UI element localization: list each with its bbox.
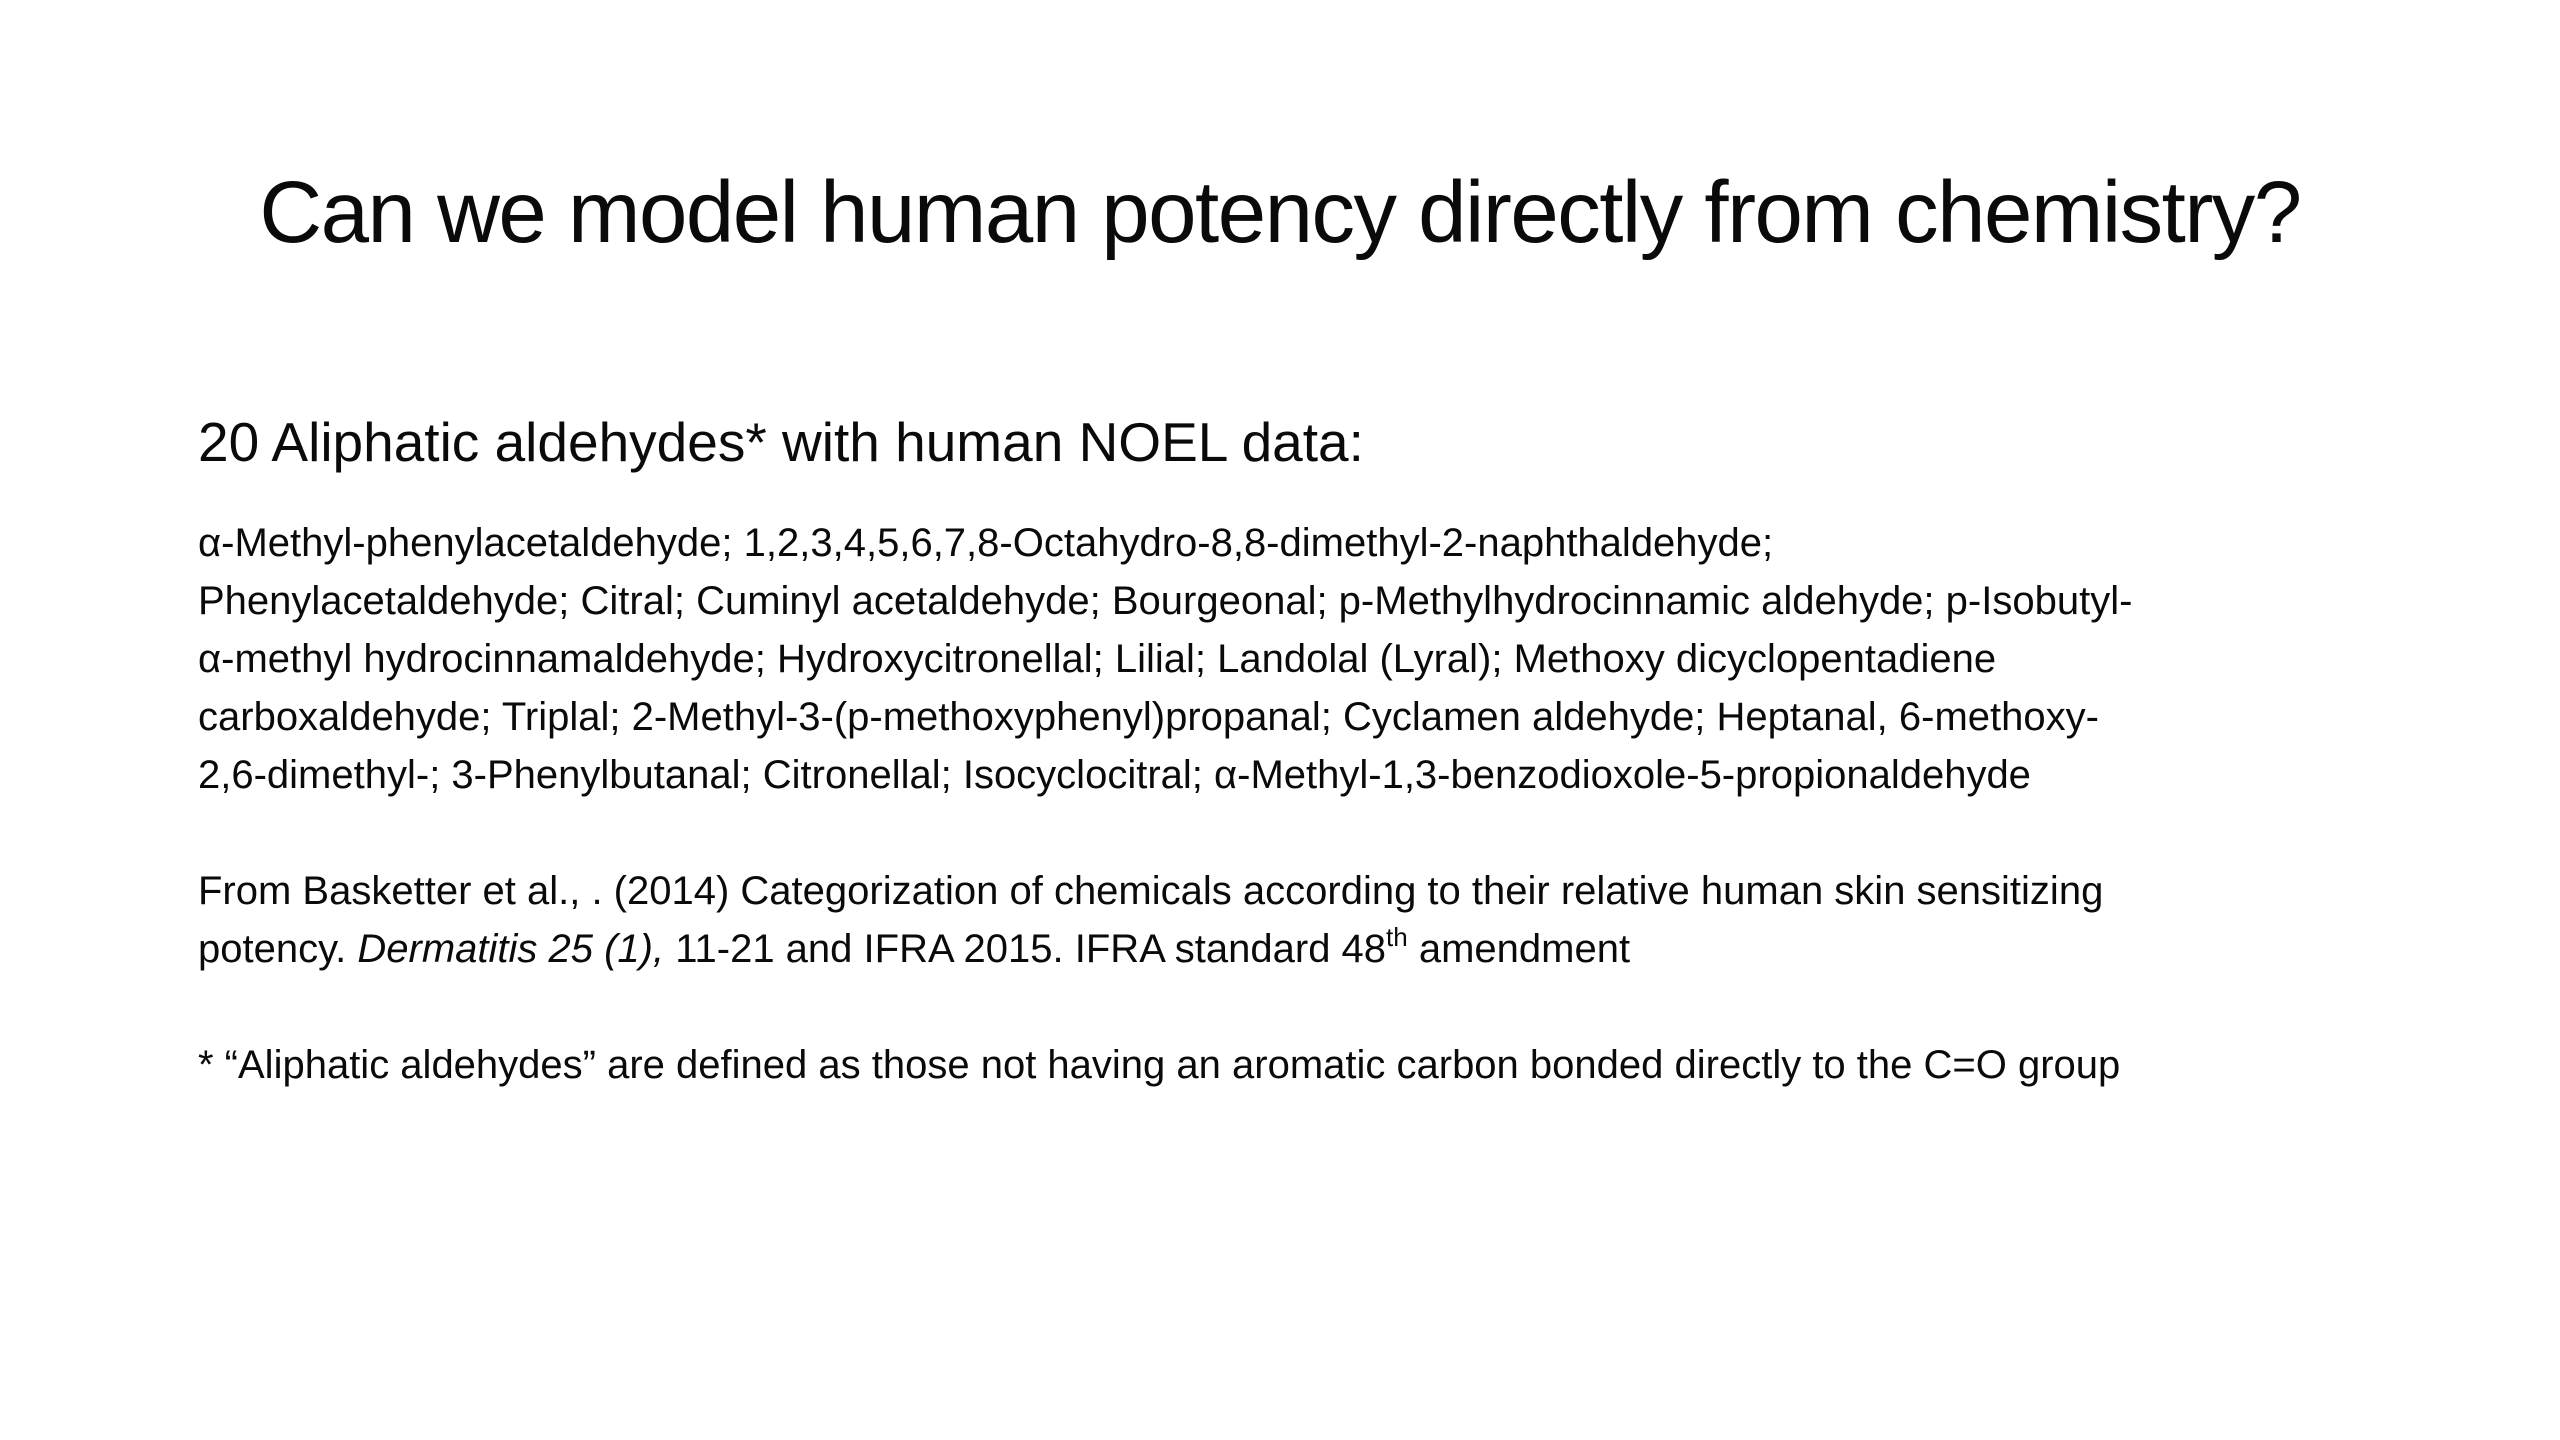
aldehyde-list-line: 2,6-dimethyl-; 3-Phenylbutanal; Citronellal; Isocyclocitral; α-Methyl-1,3-benzodioxole-5-propionaldehyde	[198, 753, 2031, 797]
slide-content	[198, 402, 2378, 1094]
reference-prefix: potency.	[198, 927, 358, 971]
subheading: 20 Aliphatic aldehydes* with human NOEL data:	[198, 411, 1364, 473]
reference-line-1: From Basketter et al., . (2014) Categorization of chemicals according to their relative human skin sensitizing	[198, 869, 2104, 913]
aldehyde-list-line: α-Methyl-phenylacetaldehyde; 1,2,3,4,5,6,7,8-Octahydro-8,8-dimethyl-2-naphthaldehyde;	[198, 521, 1774, 565]
journal-name: Dermatitis 25 (1),	[357, 927, 665, 971]
spacer	[198, 804, 2378, 862]
reference-line-2	[198, 920, 2378, 978]
aldehyde-list-line: carboxaldehyde; Triplal; 2-Methyl-3-(p-methoxyphenyl)propanal; Cyclamen aldehyde; Heptanal, 6-methoxy-	[198, 695, 2099, 739]
ordinal-superscript: th	[1386, 922, 1408, 952]
aldehyde-list-line: Phenylacetaldehyde; Citral; Cuminyl acetaldehyde; Bourgeonal; p-Methylhydrocinnamic aldehyde; p-Isobutyl-	[198, 579, 2133, 623]
reference-middle: 11-21 and IFRA 2015. IFRA standard 48	[664, 927, 1387, 971]
reference-suffix: amendment	[1407, 927, 1631, 971]
footnote: * “Aliphatic aldehydes” are defined as those not having an aromatic carbon bonded directly to the C=O group	[198, 1043, 2121, 1087]
aldehyde-list-line: α-methyl hydrocinnamaldehyde; Hydroxycitronellal; Lilial; Landolal (Lyral); Methoxy dicyclopentadiene	[198, 637, 1997, 681]
aldehyde-list	[198, 514, 2378, 804]
spacer	[198, 978, 2378, 1036]
slide-title: Can we model human potency directly from chemistry?	[259, 164, 2301, 261]
reference	[198, 862, 2378, 978]
